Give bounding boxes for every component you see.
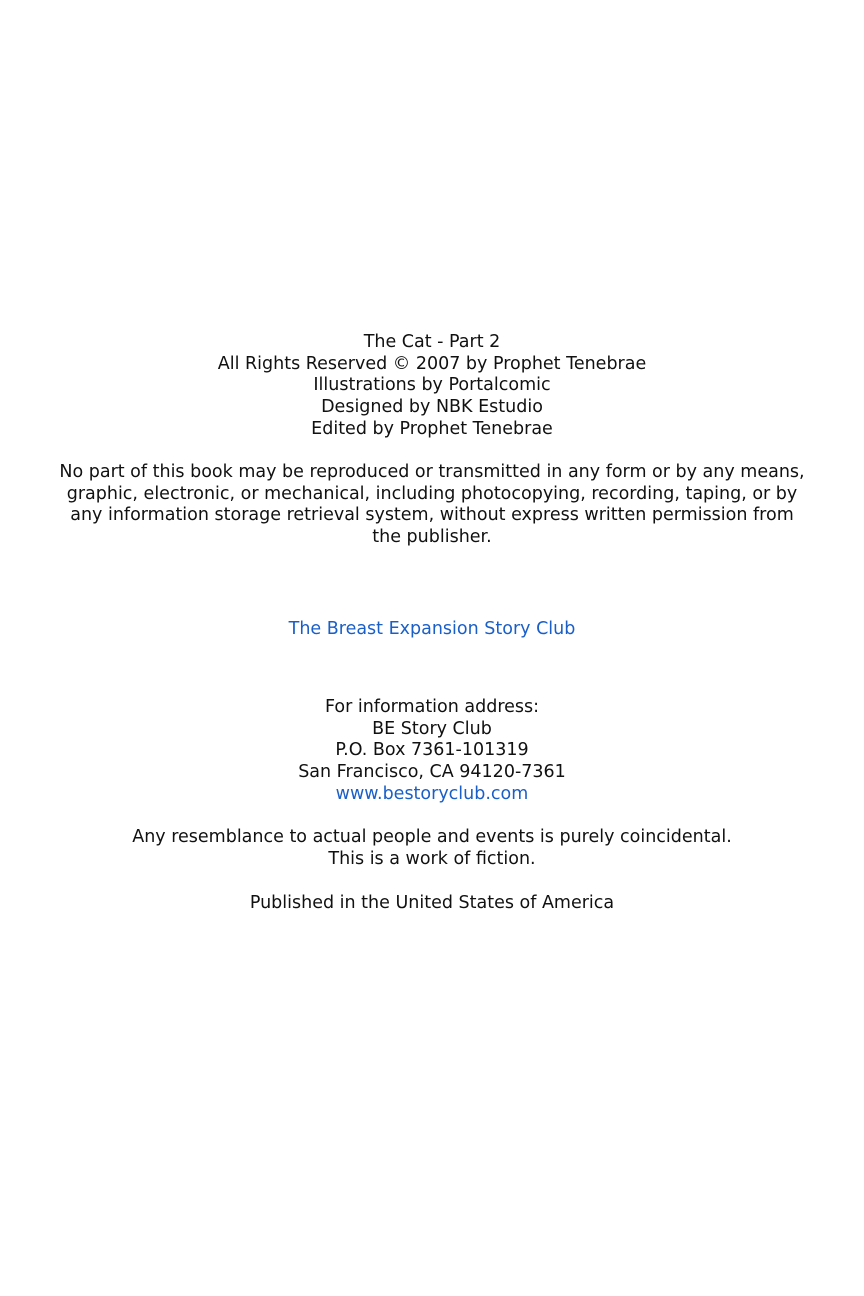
club-link[interactable]: The Breast Expansion Story Club [288, 619, 576, 639]
credits-block [40, 332, 824, 441]
club-link-block [40, 619, 824, 641]
disclaimer-line-1: Any resemblance to actual people and events is purely coincidental. [132, 827, 732, 847]
published-line: Published in the United States of America [249, 893, 615, 913]
address-block [40, 697, 824, 806]
published-block [40, 893, 824, 915]
copyright-notice-text: No part of this book may be reproduced or transmitted in any form or by any means, graphic, electronic, or mechanical, including photocopying, recording, taping, or by any information storage retrieval system, without express written permission from the publisher. [59, 462, 805, 548]
editing-credit: Edited by Prophet Tenebrae [311, 418, 553, 439]
design-credit: Designed by NBK Estudio [321, 397, 543, 418]
address-city: San Francisco, CA 94120-7361 [298, 762, 566, 783]
illustrations-credit: Illustrations by Portalcomic [313, 375, 551, 396]
disclaimer-block [40, 827, 824, 870]
book-title: The Cat - Part 2 [363, 332, 501, 352]
disclaimer-line-2: This is a work of fiction. [328, 848, 536, 869]
copyright-notice [56, 462, 808, 549]
address-heading: For information address: [324, 697, 540, 717]
rights-line: All Rights Reserved © 2007 by Prophet Tenebrae [217, 353, 647, 374]
address-po-box: P.O. Box 7361-101319 [335, 740, 529, 761]
website-link[interactable]: www.bestoryclub.com [335, 783, 529, 804]
address-name: BE Story Club [372, 718, 492, 739]
